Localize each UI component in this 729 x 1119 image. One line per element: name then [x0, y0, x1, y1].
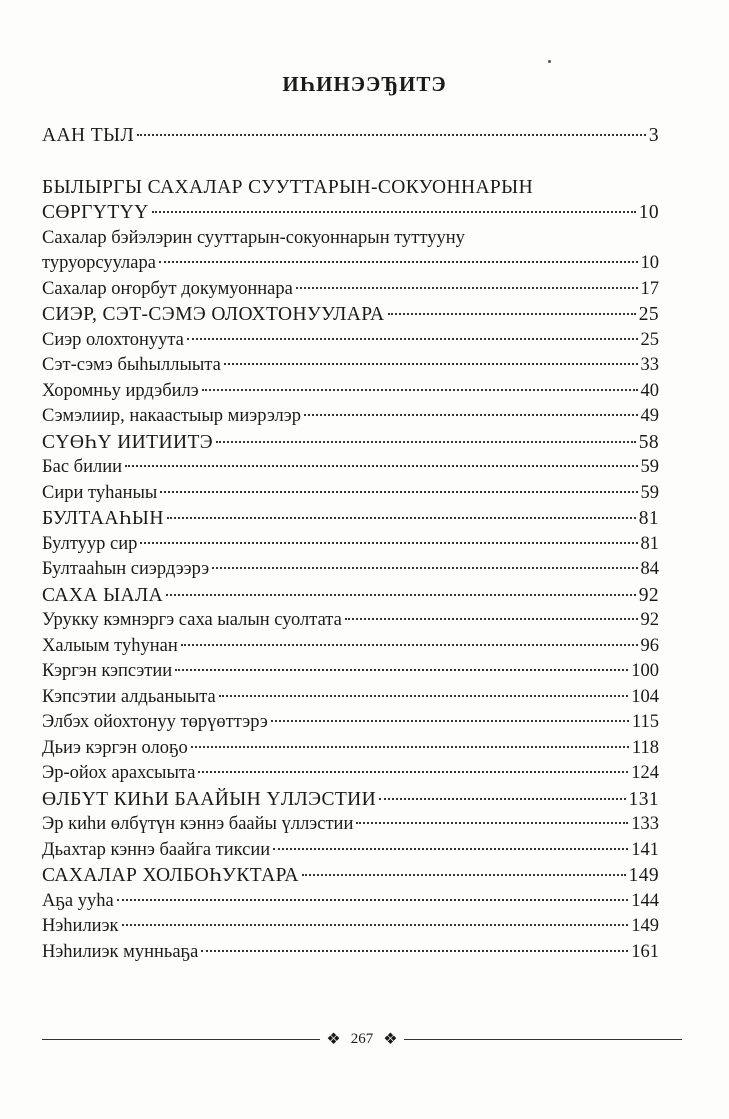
footer-rule-right — [404, 1039, 682, 1040]
dot-leader — [202, 389, 638, 391]
entry-label: САХАЛАР ХОЛБОҺУКТАРА — [42, 865, 299, 886]
print-speck — [548, 60, 551, 63]
entry-label: Урукку кэмнэргэ саха ыалын суолтата — [42, 610, 342, 630]
dot-leader — [296, 287, 638, 289]
toc-entry[interactable] — [42, 659, 659, 685]
entry-page-number: 96 — [640, 635, 659, 656]
entry-label: Дьиэ кэргэн олоҕо — [42, 737, 188, 758]
dot-leader — [122, 924, 629, 926]
dot-leader — [167, 517, 636, 519]
dot-leader — [356, 822, 628, 824]
toc-entry[interactable] — [42, 889, 659, 915]
entry-label: Сэмэлиир, накаастыыр миэрэлэр — [42, 406, 301, 426]
entry-page-number: 104 — [631, 686, 659, 707]
dot-leader — [191, 746, 629, 748]
toc-entry[interactable] — [42, 863, 659, 889]
dot-leader — [181, 644, 638, 646]
dot-leader — [187, 338, 638, 340]
dot-leader — [152, 211, 636, 213]
dot-leader — [159, 261, 638, 263]
ornament-icon: ❖ — [326, 1031, 341, 1048]
entry-label: Дьахтар кэннэ баайга тиксии — [42, 839, 271, 860]
entry-label: Халыым туһунан — [42, 635, 178, 656]
entry-label: Элбэх ойохтонуу төрүөттэрэ — [42, 712, 268, 732]
entry-page-number: 58 — [638, 431, 659, 453]
toc-entry[interactable] — [42, 455, 659, 481]
toc-entry[interactable] — [42, 557, 659, 583]
dot-leader — [273, 848, 628, 850]
toc-entry[interactable] — [42, 353, 659, 379]
entry-page-number: 33 — [640, 355, 659, 375]
entry-page-number: 149 — [631, 916, 659, 936]
entry-label: Бас билии — [42, 457, 123, 477]
entry-label-line1: БЫЛЫРГЫ САХАЛАР СУУТТАРЫН-СОКУОННАРЫН — [42, 176, 534, 198]
entry-label: СӨРГҮТҮҮ — [42, 202, 149, 223]
dot-leader — [304, 414, 638, 416]
toc-entry[interactable] — [42, 583, 659, 609]
dot-leader — [140, 542, 637, 544]
dot-leader — [175, 669, 628, 671]
toc-entry[interactable] — [42, 812, 659, 838]
toc-entry[interactable] — [42, 328, 659, 354]
entry-page-number: 81 — [638, 508, 659, 529]
toc-entry[interactable] — [42, 787, 659, 813]
dot-leader — [219, 695, 628, 697]
entry-page-number: 59 — [640, 482, 659, 503]
entry-page-number: 131 — [628, 788, 659, 810]
page-title: ИҺИНЭЭЂИТЭ — [282, 72, 447, 96]
entry-page-number: 25 — [640, 329, 659, 350]
entry-page-number: 100 — [631, 661, 659, 681]
entry-page-number: 92 — [640, 610, 659, 630]
entry-page-number: 84 — [640, 559, 659, 579]
dot-leader — [166, 594, 636, 596]
entry-label: Сахалар оҥорбут докумуоннара — [42, 278, 293, 299]
entry-page-number: 133 — [631, 814, 659, 834]
entry-label: ӨЛБҮТ КИҺИ БААЙЫН ҮЛЛЭСТИИ — [42, 788, 377, 810]
dot-leader — [345, 618, 638, 620]
toc-entry[interactable] — [42, 761, 659, 787]
dot-leader — [271, 720, 629, 722]
page-number: 267 — [350, 1030, 374, 1047]
entry-label: Хоромньу ирдэбилэ — [42, 380, 199, 401]
entry-page-number: 124 — [631, 763, 659, 783]
entry-label: Бултуур сир — [42, 533, 138, 554]
dot-leader — [117, 899, 629, 901]
entry-page-number: 81 — [640, 533, 659, 554]
toc-entry[interactable] — [42, 608, 659, 634]
entry-label: Кэргэн кэпсэтии — [42, 661, 173, 681]
entry-label: ААН ТЫЛ — [42, 125, 135, 146]
entry-label: Эр киһи өлбүтүн кэннэ баайы үллэстии — [42, 814, 354, 834]
entry-label: Сиэр олохтонуута — [42, 329, 184, 350]
dot-leader — [198, 771, 628, 773]
entry-label: САХА ЫАЛА — [42, 584, 164, 606]
entry-page-number: 40 — [640, 380, 659, 401]
toc-entry[interactable] — [42, 302, 659, 328]
entry-page-number: 3 — [648, 125, 659, 146]
table-of-contents — [42, 123, 659, 965]
entry-page-number: 144 — [631, 890, 659, 911]
entry-label: Бултааһын сиэрдээрэ — [42, 559, 210, 579]
entry-page-number: 115 — [631, 712, 659, 732]
ornament-icon: ❖ — [383, 1031, 398, 1048]
toc-entry[interactable] — [42, 838, 659, 864]
toc-entry[interactable] — [42, 914, 659, 940]
entry-page-number: 17 — [640, 278, 659, 299]
entry-label: СҮӨҺҮ ИИТИИТЭ — [42, 431, 214, 453]
dot-leader — [379, 798, 625, 800]
entry-label: Нэһилиэк мунньаҕа — [42, 941, 199, 962]
dot-leader — [212, 567, 637, 569]
entry-page-number: 10 — [640, 253, 659, 273]
entry-page-number: 92 — [638, 584, 659, 606]
entry-page-number: 149 — [628, 865, 659, 886]
footer-rule-left — [42, 1039, 320, 1040]
entry-label: туруорсуулара — [42, 253, 156, 273]
toc-entry[interactable] — [42, 634, 659, 660]
dot-leader — [302, 874, 626, 876]
toc-entry[interactable] — [42, 940, 659, 966]
entry-label: Сири туһаныы — [42, 482, 158, 503]
dot-leader — [137, 134, 646, 136]
toc-entry[interactable] — [42, 123, 659, 149]
toc-entry[interactable] — [42, 481, 659, 507]
entry-label: СИЭР, СЭТ-СЭМЭ ОЛОХТОНУУЛАРА — [42, 304, 385, 325]
toc-entry[interactable] — [42, 710, 659, 736]
toc-entry[interactable] — [42, 506, 659, 532]
toc-entry[interactable] — [42, 685, 659, 711]
entry-label: Кэпсэтии алдьаныыта — [42, 686, 216, 707]
dot-leader — [388, 313, 636, 315]
toc-entry[interactable] — [42, 532, 659, 558]
entry-label: Аҕа ууһа — [42, 890, 114, 911]
toc-entry[interactable] — [42, 404, 659, 430]
entry-label: Нэһилиэк — [42, 916, 119, 936]
entry-page-number: 118 — [631, 737, 659, 758]
entry-page-number: 49 — [640, 406, 659, 426]
entry-page-number: 25 — [638, 304, 659, 325]
entry-label-line1: Сахалар бэйэлэрин сууттарын-сокуоннарын туттууну — [42, 227, 465, 248]
entry-page-number: 59 — [640, 457, 659, 477]
toc-entry[interactable] — [42, 379, 659, 405]
dot-leader — [201, 950, 628, 952]
dot-leader — [216, 441, 636, 443]
toc-entry[interactable] — [42, 430, 659, 456]
entry-label: Эр-ойох арахсыыта — [42, 763, 196, 783]
entry-label: Сэт-сэмэ быһыллыыта — [42, 355, 221, 375]
toc-entry[interactable] — [42, 277, 659, 303]
toc-entry[interactable] — [42, 736, 659, 762]
toc-entry[interactable] — [42, 251, 659, 277]
dot-leader — [125, 465, 637, 467]
entry-label: БУЛТААҺЫН — [42, 508, 164, 529]
dot-leader — [224, 363, 638, 365]
dot-leader — [160, 491, 637, 493]
page-footer — [42, 1029, 682, 1049]
entry-page-number: 141 — [631, 839, 659, 860]
entry-page-number: 10 — [638, 202, 659, 223]
entry-page-number: 161 — [631, 941, 659, 962]
toc-entry[interactable] — [42, 200, 659, 226]
